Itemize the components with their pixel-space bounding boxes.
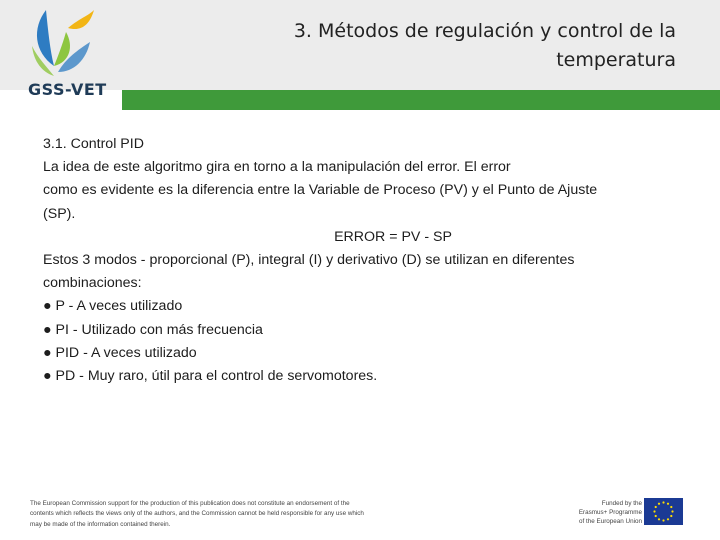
- funding-line: of the European Union: [578, 518, 642, 525]
- funding-line: Funded by the: [601, 500, 642, 507]
- bullet-item-pd: ● PD - Muy raro, útil para el control de servomotores.: [43, 368, 378, 385]
- disclaimer-line: The European Commission support for the production of this publication does not constitute an endorsement of the: [30, 500, 350, 507]
- body-text-line: (SP).: [43, 205, 76, 222]
- eu-flag-icon: [644, 498, 683, 525]
- body-text-line: combinaciones:: [43, 275, 142, 292]
- disclaimer-line: may be made of the information contained therein.: [30, 520, 171, 528]
- error-formula: ERROR = PV - SP: [334, 228, 452, 245]
- slide-title-line-1: 3. Métodos de regulación y control de la: [293, 20, 676, 42]
- slide-title-line-2: temperatura: [556, 49, 676, 71]
- logo-text: GSS-VET: [28, 80, 107, 99]
- disclaimer-line: contents which reflects the views only of the authors, and the Commission cannot be held responsible for any use which: [30, 510, 364, 518]
- funding-line: Erasmus+ Programme: [578, 509, 642, 516]
- slide-body: [43, 133, 683, 388]
- section-heading: 3.1. Control PID: [43, 136, 144, 152]
- body-text-line: La idea de este algoritmo gira en torno a la manipulación del error. El error: [43, 159, 511, 176]
- eu-disclaimer: [30, 499, 450, 530]
- header-accent-bar: [122, 90, 720, 110]
- bullet-item-p: ● P - A veces utilizado: [43, 298, 183, 315]
- erasmus-funding-text: [556, 499, 642, 526]
- body-text-line: Estos 3 modos - proporcional (P), integral (I) y derivativo (D) se utilizan en diferentes: [43, 252, 575, 269]
- bullet-item-pid: ● PID - A veces utilizado: [43, 344, 197, 361]
- bullet-item-pi: ● PI - Utilizado con más frecuencia: [43, 321, 263, 338]
- body-text-line: como es evidente es la diferencia entre la Variable de Proceso (PV) y el Punto de Ajuste: [43, 182, 598, 199]
- slide-title: [196, 17, 676, 75]
